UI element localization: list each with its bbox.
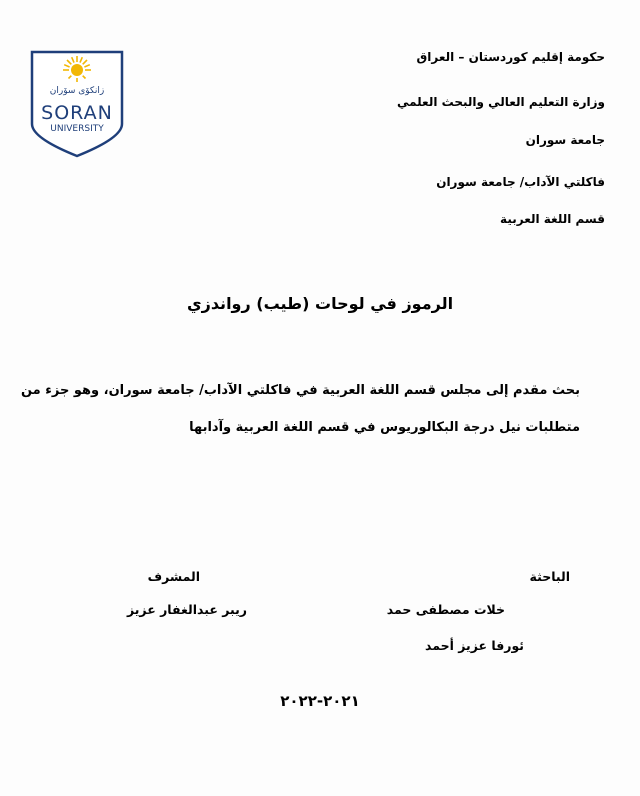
header-department: قسم اللغة العربية [500,212,605,226]
description-line-1: بحث مقدم إلى مجلس قسم اللغة العربية في فاكلتي الآداب/ جامعة سوران، وهو جزء من [20,383,580,398]
header-ministry: وزارة التعليم العالي والبحث العلمي [396,95,605,109]
header-faculty: فاكلتي الآداب/ جامعة سوران [436,175,605,189]
logo-kurdish-text: زانكۆی سۆران [49,86,105,96]
soran-university-logo [29,50,125,158]
description-line-2: متطلبات نيل درجة البكالوريوس في قسم اللغة العربية وآدابها [189,420,580,435]
researcher-label: الباحثة [529,569,570,584]
academic-year: ٢٠٢١-٢٠٢٢ [280,692,360,710]
thesis-title: الرموز في لوحات (طيب) رواندزي [186,294,454,313]
supervisor-label: المشرف [147,569,200,584]
header-government: حكومة إقليم كوردستان – العراق [416,50,605,64]
logo-soran-text: SORAN [41,102,113,124]
header-university: جامعة سوران [525,133,605,147]
logo-university-text: UNIVERSITY [50,124,104,134]
researcher-name: خلات مصطفى حمد [386,602,505,617]
researcher-name: ئورفا عزيز أحمد [425,638,524,653]
supervisor-name: ريبر عبدالغفار عزيز [126,602,247,617]
